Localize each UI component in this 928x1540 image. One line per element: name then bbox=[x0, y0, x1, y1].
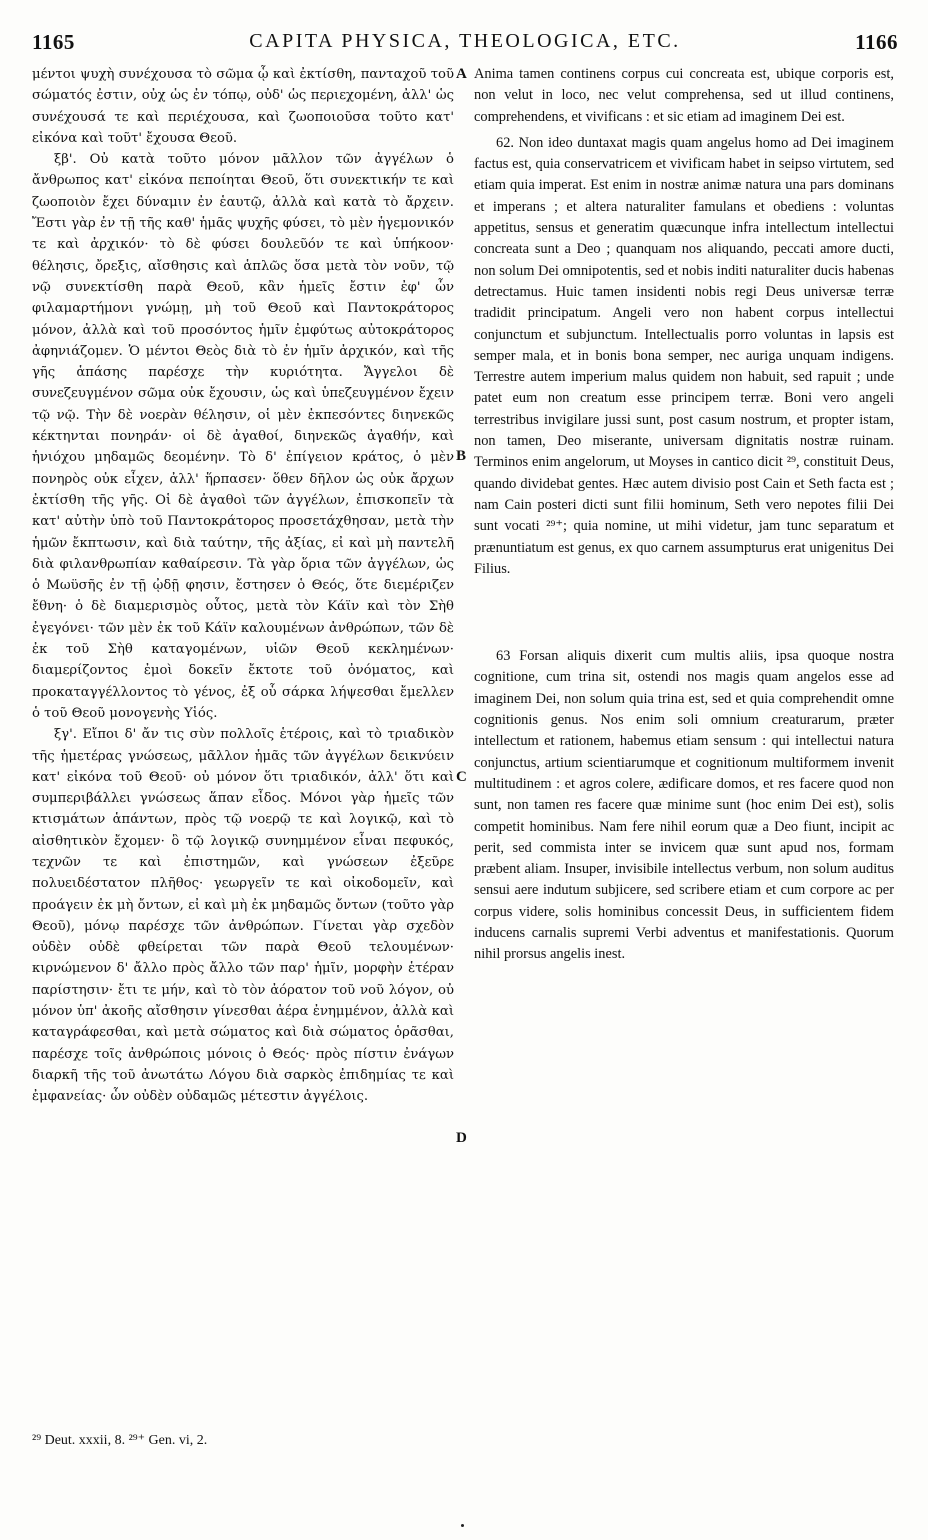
right-column-number: 1166 bbox=[855, 30, 898, 54]
latin-paragraph-3: 63 Forsan aliquis dixerit cum multis aliis, ipsa quoque nostra cognitione, cum trina sit, ostendi nos magis quam angelos esse ad imaginem Dei, non solum quia trina est, sed et quia comprehendit omne cognitionis genus. Nos enim soli omnium creaturarum, præter intellectum et rationem, habemus etiam sensum : qui intellectui natura conjunctus, artium scientiarumque et cognitionum multiformem invenit multitudinem : et agros colere, ædificare domos, et res facere quod non sunt, non tamen res facere quæ minime sunt (hoc enim Dei est), solis competit hominibus. Nam fere nihil eorum quæ a Deo fiunt, incipit ac perit, sed commista inter se invicem quæ sunt apud nos, formam præbent aliam. Insuper, invisibile intellectus verbum, non solum auditus sensui aere indutum subjicere, sed scribere etiam et cum corpore ac per corpus videre, solis hominibus concessit Deus, in sufficientem fidem inducens carnalis supremi Verbi adventus et manifestationis. Quorum nihil prorsus angelis inest. bbox=[474, 648, 894, 963]
latin-paragraph-2: 62. Non ideo duntaxat magis quam angelus homo ad Dei imaginem factus est, quia conservatricem et vivificam habet in seipso virtutem, sed etiam quia imperat. Est enim in nostræ animæ natura una pars dominans et imperans ; et altera naturaliter famulans et obediens : voluntas appetitus, sensus et generatim quæcunque infra intellectum intellectui concreata sunt a Deo ; quanquam nos aliquando, peccati amore ducti, non solum Dei omnipotentis, sed et nobis inditi naturaliter ducis habenas detrectamus. Huic tamen insidenti nobis regi Deus universæ terræ tradidit principatum. Angeli vero non habent corpus intellectui conjunctum et subjunctum. Intellectualis porro voluntas in lapsis est semper mala, et in bonis bona semper, nec auriga unquam indigens. Terrestre autem imperium malus quidem non habuit, sed rapuit ; unde patet eum non creatum esse principem terræ. Boni vero angeli terrestribus invigilare jussi sunt, post casum nostrum, et propter istam, non tamen, Deo miserante, universam dignitatis nostræ ruinam. Terminos enim angelorum, ut Moyses in cantico dicit ²⁹, constituit Deus, quando dividebat gentes. Hæc autem divisio post Cain et Seth facta est ; nam Cain posteri dicti sunt filii hominum, Seth vero nepotes filii Dei sunt vocati ²⁹⁺; quia nomine, ut mihi videtur, jam tunc separatum et prænuntiatum est genus, ex quo carnem assumpturus erat unigenitus Dei Filius. bbox=[474, 134, 894, 577]
greek-paragraph-2: ξβ'. Οὐ κατὰ τοῦτο μόνον μᾶλλον τῶν ἀγγέλων ὁ ἄνθρωπος κατ' εἰκόνα πεποίηται Θεοῦ, ὅτι συνεκτικήν τε καὶ ζωοποιὸν ἔχει δύναμιν ἐν ἑαυτῷ, ἀλλὰ καὶ κατὰ τὸ ἄρχειν. Ἔστι γὰρ ἐν τῇ τῆς καθ' ἡμᾶς ψυχῆς φύσει, τὸ μὲν ἡγεμονικόν τε καὶ ἀρχικόν· τὸ δὲ φύσει δουλεῦόν τε καὶ ὑπήκοον· θέλησις, ὄρεξις, αἴσθησις καὶ ἁπλῶς ὅσα μετὰ τὸν νοῦν, τῷ νῷ συνεκτίσθη παρὰ Θεοῦ, κἂν ἡμεῖς ἔστιν ἐφ' ὧν φιλαμαρτήμονι γνώμῃ, μὴ τοῦ Θεοῦ καὶ Παντοκράτορος μόνον, ἀλλὰ καὶ τοῦ προσόντος ἡμῖν ἐμφύτως αὐτοκράτορος ἀφηνιάζομεν. Ὁ μέντοι Θεὸς διὰ τὸ ἐν ἡμῖν ἀρχικόν, καὶ τῆς γῆς ἁπάσης παρέσχε τὴν κυριότητα. Ἄγγελοι δὲ συνεζευγμένον σῶμα οὐκ ἔχουσιν, ὡς καὶ ὑπεζευγμένον ἔχειν τῷ νῷ. Τὴν δὲ νοερὰν θέλησιν, οἱ μὲν ἐκπεσόντες διηνεκῶς κέκτηνται πονηράν· οἱ δὲ ἀγαθοί, διηνεκῶς ἀγαθήν, καὶ ἡνιόχου μηδαμῶς δεομένην. Τὸ δ' ἐπίγειον κράτος, ὁ μὲν πονηρὸς οὐκ εἶχεν, ἀλλ' ἥρπασεν· ὅθεν δῆλον ὡς οὐκ ἄρχων ἐκτίσθη τῆς γῆς. Οἱ δὲ ἀγαθοὶ τῶν ἀγγέλων, ἐπισκοπεῖν τὰ κατ' αὐτὴν ὑπὸ τοῦ Παντοκράτορος προσετάχθησαν, μετὰ τὴν ἡμῶν ἔκπτωσιν, καὶ διὰ ταύτην, τῆς ἀξίας, εἰ καὶ μὴ παντελῆ διὰ φιλανθρωπίαν καθαίρεσιν. Τὰ γὰρ ὅρια τῶν ἀγγέλων, ὡς ὁ Μωϋσῆς ἐν τῇ ᾠδῇ φησιν, ἔστησεν ὁ Θεός, ὅτε διεμέριζεν ἔθνη· ὁ δὲ διαμερισμὸς οὗτος, μετὰ τὸν Κάϊν καὶ τὸν Σὴθ ἐγεγόνει· τῶν μὲν ἐκ τοῦ Κάϊν καλουμένων ἀνθρώπων, τῶν δὲ ἐκ τοῦ Σὴθ καταγομένων, υἱῶν Θεοῦ κεκλημένων· διαμερίζοντος ἐμοὶ δοκεῖν ἔκτοτε τοῦ ὀνόματος, καὶ προκαταγγέλλοντος τὸ γένος, ἐξ οὗ σάρκα λήψεσθαι ἔμελλεν ὁ τοῦ Θεοῦ μονογενὴς Υἱός. bbox=[32, 152, 454, 721]
greek-paragraph-1: μέντοι ψυχὴ συνέχουσα τὸ σῶμα ᾧ καὶ ἐκτίσθη, πανταχοῦ τοῦ σώματός ἐστιν, οὐχ ὡς ἐν τόπῳ, οὐδ' ὡς περιεχομένη, ἀλλ' ὡς συνέχουσά τε καὶ περιέχουσα, καὶ ζωοποιοῦσα τοῦτο κατ' εἰκόνα καὶ τοῦτ' ἔχουσα Θεοῦ. bbox=[32, 67, 454, 146]
margin-marker-a: A bbox=[456, 66, 467, 82]
page-dot bbox=[461, 1524, 464, 1527]
greek-column bbox=[32, 64, 454, 1108]
left-column-number: 1165 bbox=[32, 30, 75, 54]
margin-marker-c: C bbox=[456, 769, 467, 785]
latin-paragraph-1: Anima tamen continens corpus cui concreata est, ubique corporis est, non velut in loco, nec velut comprehensa, sed ut illud continens, comprehendens, et vivificans : et sic etiam ad imaginem Dei est. bbox=[474, 66, 894, 125]
running-title: CAPITA PHYSICA, THEOLOGICA, ETC. bbox=[249, 30, 681, 52]
page-header bbox=[32, 30, 898, 60]
margin-marker-d: D bbox=[456, 1130, 467, 1146]
latin-column bbox=[474, 64, 894, 966]
footnotes: ²⁹ Deut. xxxii, 8. ²⁹⁺ Gen. vi, 2. bbox=[32, 1433, 208, 1448]
margin-marker-b: B bbox=[456, 448, 467, 464]
greek-paragraph-3: ξγ'. Εἴποι δ' ἄν τις σὺν πολλοῖς ἑτέροις, καὶ τὸ τριαδικὸν τῆς ἡμετέρας γνώσεως, μᾶλλον ἡμᾶς τῶν ἀγγέλων δεικνύειν κατ' εἰκόνα τοῦ Θεοῦ· οὐ μόνον ὅτι τριαδικόν, ἀλλ' ὅτι καὶ συμπεριβάλλει γνώσεως ἅπαν εἶδος. Μόνοι γὰρ ἡμεῖς τῶν κτισμάτων ἁπάντων, πρὸς τῷ νοερῷ τε καὶ λογικῷ, καὶ τὸ αἰσθητικὸν ἔχομεν· ὃ τῷ λογικῷ συνημμένον εἶναι πεφυκός, τεχνῶν τε καὶ ἐπιστημῶν, καὶ γνώσεων ἐξεῦρε πολυειδέστατον πλῆθος· γεωργεῖν τε καὶ οἰκοδομεῖν, καὶ προάγειν ἐκ μὴ ὄντων, εἰ καὶ μὴ ἐκ μηδαμῶς ὄντων (τοῦτο γὰρ Θεοῦ), μόνῳ παρέσχε τῶν ἀνθρώπων. Γίνεται γὰρ σχεδὸν οὐδὲν οὐδὲ φθείρεται τῶν παρὰ Θεοῦ τελουμένων· κιρνώμενον δ' ἄλλο πρὸς ἄλλο τῶν παρ' ἡμῖν, μορφὴν ἑτέραν παρίστησιν· ἔτι τε μήν, καὶ τὸ τὸν ἀόρατον τοῦ νοῦ λόγον, οὐ μόνον ὑπ' ἀκοῆς αἴσθησιν γίνεσθαι ἀέρα ἐνημμένον, ἀλλὰ καὶ καταγράφεσθαι, καὶ μετὰ σώματος καὶ διὰ σώματος ὁρᾶσθαι, παρέσχε τοῖς ἀνθρώποις μόνοις ὁ Θεός· πρὸς πίστιν ἐνάγων διαρκῆ τῆς τοῦ ἀνωτάτω Λόγου διὰ σαρκὸς ἐπιδημίας τε καὶ ἐμφανείας· ὧν οὐδὲν οὐδαμῶς μέτεστιν ἀγγέλοις. bbox=[32, 727, 454, 1105]
